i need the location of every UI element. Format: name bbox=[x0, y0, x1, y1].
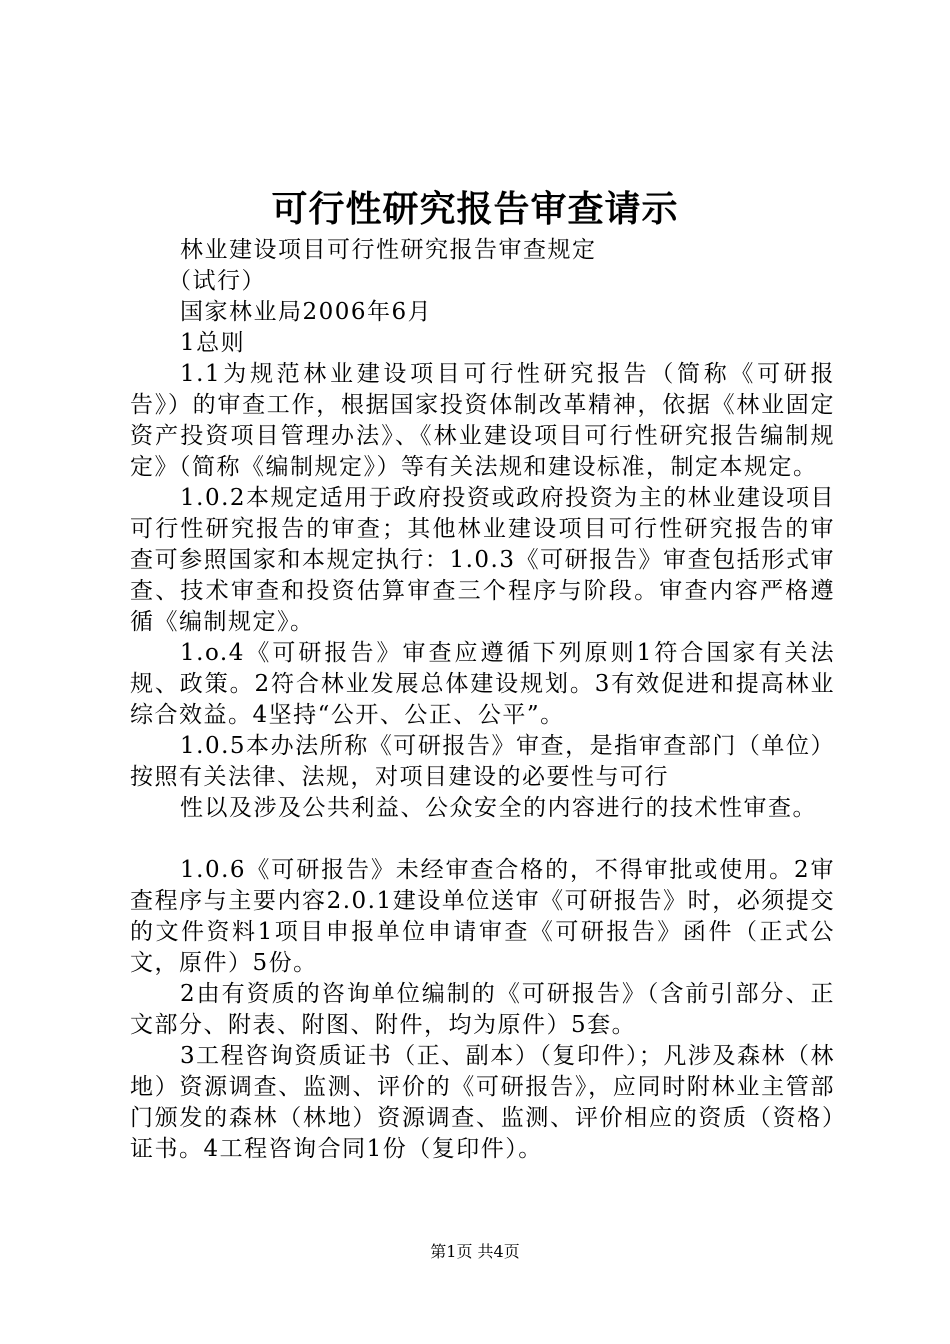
blank-line bbox=[130, 824, 835, 855]
document-body bbox=[130, 235, 835, 1165]
paragraph-item-2: 2由有资质的咨询单位编制的《可研报告》（含前引部分、正文部分、附表、附图、附件，均为原件）5套。 bbox=[130, 981, 835, 1038]
issuer-date-line: 国家林业局2006年6月 bbox=[180, 299, 433, 325]
paragraph-1-1: 1.1为规范林业建设项目可行性研究报告（简称《可研报告》）的审查工作，根据国家投资体制改革精神，依据《林业固定资产投资项目管理办法》、《林业建设项目可行性研究报告编制规定》（简称《编制规定》）等有关法规和建设标准，制定本规定。 bbox=[130, 361, 835, 480]
paragraph-1-0-6: 1.0.6《可研报告》未经审查合格的，不得审批或使用。2审查程序与主要内容2.0.1建设单位送审《可研报告》时，必须提交的文件资料1项目申报单位申请审查《可研报告》函件（正式公文，原件）5份。 bbox=[130, 857, 835, 976]
paragraph-1-0-5: 1.0.5本办法所称《可研报告》审查，是指审查部门（单位）按照有关法律、法规，对项目建设的必要性与可行 bbox=[130, 733, 835, 790]
page-footer: 第1页 共4页 bbox=[430, 1242, 520, 1261]
section-heading: 1总则 bbox=[180, 330, 246, 356]
subtitle-line: 林业建设项目可行性研究报告审查规定 bbox=[180, 237, 597, 263]
paragraph-1-0-2: 1.0.2本规定适用于政府投资或政府投资为主的林业建设项目可行性研究报告的审查；其他林业建设项目可行性研究报告的审查可参照国家和本规定执行：1.0.3《可研报告》审查包括形式审查、技术审查和投资估算审查三个程序与阶段。审查内容严格遵循《编制规定》。 bbox=[130, 485, 835, 635]
paragraph-1-0-5-continued: 性以及涉及公共利益、公众安全的内容进行的技术性审查。 bbox=[180, 795, 817, 821]
document-title: 可行性研究报告审查请示 bbox=[271, 188, 679, 230]
paragraph-item-3: 3工程咨询资质证书（正、副本）（复印件）；凡涉及森林（林地）资源调查、监测、评价的《可研报告》，应同时附林业主管部门颁发的森林（林地）资源调查、监测、评价相应的资质（资格）证书。4工程咨询合同1份（复印件）。 bbox=[130, 1043, 835, 1162]
trial-note-line: （试行） bbox=[168, 268, 266, 294]
paragraph-1-0-4: 1.o.4《可研报告》审查应遵循下列原则1符合国家有关法规、政策。2符合林业发展总体建设规划。3有效促进和提高林业综合效益。4坚持“公开、公正、公平”。 bbox=[130, 640, 835, 728]
